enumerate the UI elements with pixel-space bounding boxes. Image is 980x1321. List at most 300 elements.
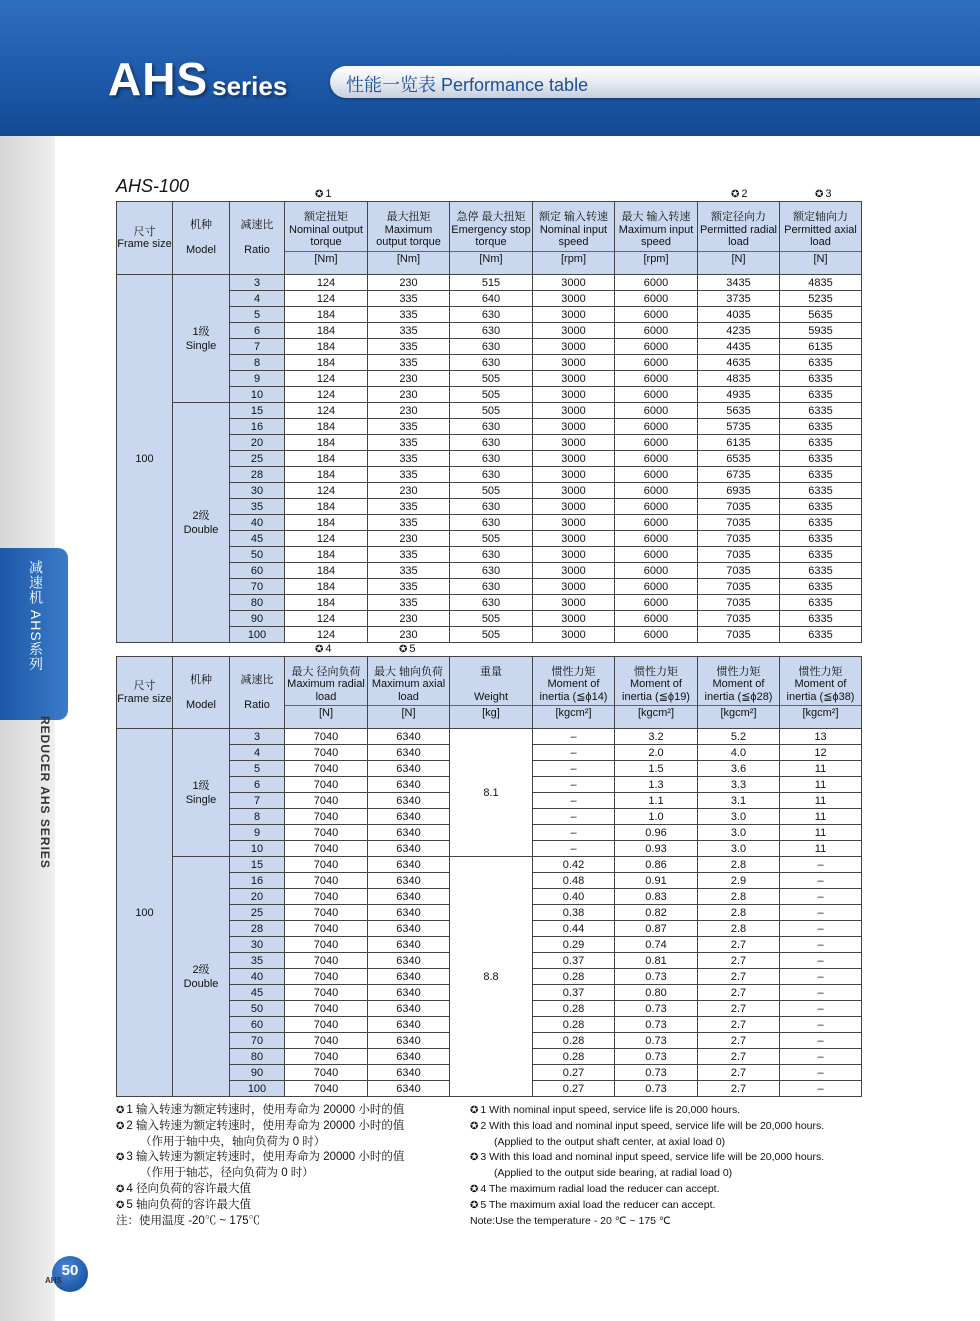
max-speed-cell: 6000 [615,355,698,371]
inertia-19-cell: 0.74 [615,937,698,953]
max-torque-cell: 335 [368,515,450,531]
note-en-4: ✪ 4 The maximum radial load the reducer can accept. [470,1182,870,1198]
inertia-28-cell: 2.7 [698,985,780,1001]
side-tab-label: 减速机 AHS系列 [28,560,44,672]
ratio-cell: 70 [230,1033,285,1049]
max-torque-cell: 335 [368,339,450,355]
inertia-38-cell: – [780,1017,862,1033]
max-torque-cell: 335 [368,499,450,515]
axial-load-cell: 4835 [780,275,862,291]
radial-load-cell: 4635 [698,355,780,371]
ratio-cell: 15 [230,857,285,873]
inertia-19-cell: 0.93 [615,841,698,857]
inertia-38-cell: – [780,905,862,921]
max-torque-cell: 230 [368,611,450,627]
radial-load-cell: 5635 [698,403,780,419]
max-radial-load-cell: 7040 [285,889,368,905]
header-max-radial-load: 最大 径向负荷 Maximum radial load [N] [285,657,368,729]
max-torque-cell: 335 [368,595,450,611]
max-torque-cell: 335 [368,579,450,595]
radial-load-cell: 6535 [698,451,780,467]
ratio-cell: 60 [230,563,285,579]
nominal-speed-cell: 3000 [533,339,615,355]
ratio-cell: 3 [230,729,285,745]
ratio-cell: 3 [230,275,285,291]
nominal-speed-cell: 3000 [533,419,615,435]
header-model: 机种 Model [173,657,230,729]
nominal-speed-cell: 3000 [533,579,615,595]
header-inertia-14: 惯性力矩 Moment of inertia (≦ϕ14) [kgcm²] [533,657,615,729]
max-torque-cell: 335 [368,547,450,563]
inertia-38-cell: – [780,1065,862,1081]
ratio-cell: 100 [230,1081,285,1097]
inertia-14-cell: 0.28 [533,969,615,985]
ratio-cell: 16 [230,873,285,889]
radial-load-cell: 6735 [698,467,780,483]
page-tag: AHS [45,1276,62,1285]
inertia-19-cell: 0.83 [615,889,698,905]
header-inertia-19: 惯性力矩 Moment of inertia (≦ϕ19) [kgcm²] [615,657,698,729]
max-speed-cell: 6000 [615,483,698,499]
max-radial-load-cell: 7040 [285,985,368,1001]
inertia-19-cell: 0.81 [615,953,698,969]
note-cn-3: ✪ 3 输入转速为额定转速时，使用寿命为 20000 小时的值 （作用于轴芯，径向负荷为 0 时） [116,1150,461,1182]
max-axial-load-cell: 6340 [368,857,450,873]
ratio-cell: 35 [230,499,285,515]
nominal-torque-cell: 184 [285,435,368,451]
header-max-axial-load: 最大 轴向负荷 Maximum axial load [N] [368,657,450,729]
header-axial-load: 额定轴向力 Permitted axial load [N] [780,202,862,275]
ratio-cell: 30 [230,937,285,953]
max-speed-cell: 6000 [615,579,698,595]
inertia-14-cell: – [533,761,615,777]
nominal-speed-cell: 3000 [533,611,615,627]
inertia-19-cell: 0.73 [615,1081,698,1097]
inertia-19-cell: 0.87 [615,921,698,937]
max-radial-load-cell: 7040 [285,857,368,873]
max-axial-load-cell: 6340 [368,825,450,841]
model-double-cell-cn: 2级 [192,963,210,976]
radial-load-cell: 7035 [698,563,780,579]
max-axial-load-cell: 6340 [368,937,450,953]
inertia-14-cell: 0.37 [533,953,615,969]
inertia-38-cell: 11 [780,793,862,809]
max-speed-cell: 6000 [615,467,698,483]
radial-load-cell: 7035 [698,531,780,547]
inertia-28-cell: 2.7 [698,1065,780,1081]
header-weight: 重量 Weight [kg] [450,657,533,729]
axial-load-cell: 6135 [780,339,862,355]
nominal-speed-cell: 3000 [533,387,615,403]
inertia-38-cell: 11 [780,809,862,825]
ratio-cell: 80 [230,595,285,611]
inertia-28-cell: 3.1 [698,793,780,809]
axial-load-cell: 5935 [780,323,862,339]
ratio-cell: 4 [230,291,285,307]
axial-load-cell: 6335 [780,595,862,611]
nominal-torque-cell: 124 [285,371,368,387]
ratio-cell: 50 [230,547,285,563]
max-axial-load-cell: 6340 [368,1065,450,1081]
max-axial-load-cell: 6340 [368,969,450,985]
notes-chinese [116,1103,461,1229]
max-torque-cell: 335 [368,323,450,339]
nominal-torque-cell: 124 [285,611,368,627]
max-torque-cell: 335 [368,563,450,579]
ratio-cell: 90 [230,1065,285,1081]
inertia-19-cell: 1.1 [615,793,698,809]
inertia-28-cell: 2.8 [698,857,780,873]
max-torque-cell: 230 [368,275,450,291]
inertia-38-cell: – [780,889,862,905]
nominal-torque-cell: 184 [285,339,368,355]
inertia-28-cell: 2.8 [698,905,780,921]
inertia-28-cell: 2.8 [698,889,780,905]
radial-load-cell: 7035 [698,499,780,515]
ratio-cell: 6 [230,323,285,339]
axial-load-cell: 6335 [780,563,862,579]
weight-single-cell: 8.1 [450,729,533,857]
inertia-28-cell: 2.9 [698,873,780,889]
inertia-38-cell: – [780,985,862,1001]
nominal-speed-cell: 3000 [533,371,615,387]
max-speed-cell: 6000 [615,627,698,643]
brand-series: series [212,71,288,101]
emergency-torque-cell: 630 [450,323,533,339]
max-radial-load-cell: 7040 [285,777,368,793]
header-max-speed: 最大 输入转速 Maximum input speed [rpm] [615,202,698,275]
max-torque-cell: 335 [368,467,450,483]
nominal-speed-cell: 3000 [533,435,615,451]
inertia-14-cell: – [533,841,615,857]
ratio-cell: 40 [230,515,285,531]
max-torque-cell: 230 [368,531,450,547]
inertia-19-cell: 1.5 [615,761,698,777]
max-speed-cell: 6000 [615,291,698,307]
max-radial-load-cell: 7040 [285,921,368,937]
max-speed-cell: 6000 [615,323,698,339]
max-speed-cell: 6000 [615,547,698,563]
nominal-speed-cell: 3000 [533,595,615,611]
axial-load-cell: 6335 [780,611,862,627]
max-torque-cell: 230 [368,483,450,499]
inertia-19-cell: 0.73 [615,1065,698,1081]
nominal-torque-cell: 184 [285,323,368,339]
header-model: 机种 Model [173,202,230,275]
max-torque-cell: 230 [368,403,450,419]
max-speed-cell: 6000 [615,611,698,627]
axial-load-cell: 6335 [780,547,862,563]
frame-size-cell: 100 [117,275,173,643]
radial-load-cell: 4235 [698,323,780,339]
max-speed-cell: 6000 [615,595,698,611]
max-radial-load-cell: 7040 [285,729,368,745]
nominal-speed-cell: 3000 [533,467,615,483]
table-row [117,857,862,873]
ratio-cell: 28 [230,921,285,937]
page-header [0,0,980,136]
inertia-19-cell: 2.0 [615,745,698,761]
inertia-14-cell: 0.29 [533,937,615,953]
footnote-marker-5: ✪ 5 [399,643,416,655]
note-cn-2: ✪ 2 输入转速为额定转速时，使用寿命为 20000 小时的值 （作用于轴中央，轴向负荷为 0 时） [116,1119,461,1151]
ratio-cell: 5 [230,761,285,777]
inertia-14-cell: – [533,809,615,825]
nominal-torque-cell: 184 [285,307,368,323]
axial-load-cell: 6335 [780,419,862,435]
nominal-speed-cell: 3000 [533,531,615,547]
nominal-speed-cell: 3000 [533,515,615,531]
max-speed-cell: 6000 [615,339,698,355]
note-en-1: ✪ 1 With nominal input speed, service life is 20,000 hours. [470,1103,870,1119]
inertia-38-cell: – [780,873,862,889]
header-frame-size: 尺寸 Frame size [117,657,173,729]
model-double-cell-cn: 2级 [192,509,210,522]
inertia-19-cell: 3.2 [615,729,698,745]
max-torque-cell: 335 [368,355,450,371]
note-en-3: ✪ 3 With this load and nominal input speed, service life will be 20,000 hours. (Applied to the output side bearing, at radial load 0) [470,1150,870,1182]
axial-load-cell: 6335 [780,499,862,515]
axial-load-cell: 6335 [780,451,862,467]
max-axial-load-cell: 6340 [368,985,450,1001]
max-speed-cell: 6000 [615,403,698,419]
radial-load-cell: 7035 [698,547,780,563]
emergency-torque-cell: 505 [450,531,533,547]
ratio-cell: 25 [230,451,285,467]
inertia-19-cell: 0.73 [615,1001,698,1017]
emergency-torque-cell: 505 [450,483,533,499]
inertia-28-cell: 3.0 [698,809,780,825]
inertia-28-cell: 2.7 [698,953,780,969]
axial-load-cell: 6335 [780,387,862,403]
nominal-speed-cell: 3000 [533,323,615,339]
ratio-cell: 10 [230,387,285,403]
ratio-cell: 15 [230,403,285,419]
ratio-cell: 8 [230,809,285,825]
inertia-38-cell: – [780,1001,862,1017]
inertia-19-cell: 0.73 [615,1033,698,1049]
emergency-torque-cell: 505 [450,387,533,403]
inertia-19-cell: 0.80 [615,985,698,1001]
max-axial-load-cell: 6340 [368,1049,450,1065]
inertia-14-cell: 0.28 [533,1049,615,1065]
table-row [117,729,862,745]
max-axial-load-cell: 6340 [368,1081,450,1097]
table-row [117,275,862,291]
emergency-torque-cell: 630 [450,579,533,595]
header-inertia-38: 惯性力矩 Moment of inertia (≦ϕ38) [kgcm²] [780,657,862,729]
max-torque-cell: 230 [368,627,450,643]
nominal-torque-cell: 184 [285,499,368,515]
radial-load-cell: 7035 [698,579,780,595]
ratio-cell: 7 [230,339,285,355]
ratio-cell: 10 [230,841,285,857]
inertia-28-cell: 2.7 [698,1049,780,1065]
inertia-38-cell: – [780,921,862,937]
nominal-torque-cell: 184 [285,563,368,579]
max-radial-load-cell: 7040 [285,841,368,857]
max-axial-load-cell: 6340 [368,1017,450,1033]
ratio-cell: 9 [230,825,285,841]
emergency-torque-cell: 630 [450,307,533,323]
performance-table-1 [116,201,862,643]
footnote-marker-4: ✪ 4 [315,643,332,655]
model-single-cell-en: Single [185,793,217,806]
header-max-torque: 最大扭矩 Maximum output torque [Nm] [368,202,450,275]
max-torque-cell: 230 [368,371,450,387]
inertia-14-cell: – [533,729,615,745]
model-single-cell-en: Single [185,339,217,352]
max-axial-load-cell: 6340 [368,1033,450,1049]
inertia-38-cell: 11 [780,825,862,841]
nominal-torque-cell: 124 [285,291,368,307]
side-series-label: REDUCER AHS SERIES [38,716,52,869]
nominal-torque-cell: 124 [285,531,368,547]
max-torque-cell: 335 [368,451,450,467]
max-axial-load-cell: 6340 [368,1001,450,1017]
inertia-28-cell: 3.0 [698,841,780,857]
ratio-cell: 60 [230,1017,285,1033]
inertia-14-cell: 0.38 [533,905,615,921]
max-torque-cell: 335 [368,307,450,323]
emergency-torque-cell: 630 [450,467,533,483]
ratio-cell: 45 [230,531,285,547]
inertia-38-cell: 11 [780,777,862,793]
inertia-38-cell: – [780,953,862,969]
radial-load-cell: 4835 [698,371,780,387]
note-en-5: ✪ 5 The maximum axial load the reducer can accept. [470,1198,870,1214]
max-axial-load-cell: 6340 [368,809,450,825]
max-axial-load-cell: 6340 [368,873,450,889]
nominal-torque-cell: 184 [285,515,368,531]
max-speed-cell: 6000 [615,435,698,451]
inertia-14-cell: – [533,793,615,809]
axial-load-cell: 6335 [780,483,862,499]
max-radial-load-cell: 7040 [285,793,368,809]
axial-load-cell: 6335 [780,467,862,483]
inertia-19-cell: 0.82 [615,905,698,921]
max-radial-load-cell: 7040 [285,825,368,841]
max-speed-cell: 6000 [615,563,698,579]
header-inertia-28: 惯性力矩 Moment of inertia (≦ϕ28) [kgcm²] [698,657,780,729]
nominal-torque-cell: 184 [285,451,368,467]
nominal-speed-cell: 3000 [533,499,615,515]
model-single-cell [173,729,230,857]
inertia-28-cell: 2.7 [698,1033,780,1049]
ratio-cell: 45 [230,985,285,1001]
max-radial-load-cell: 7040 [285,1081,368,1097]
max-torque-cell: 335 [368,291,450,307]
inertia-19-cell: 0.73 [615,969,698,985]
max-speed-cell: 6000 [615,387,698,403]
max-torque-cell: 335 [368,435,450,451]
inertia-38-cell: 12 [780,745,862,761]
inertia-14-cell: 0.40 [533,889,615,905]
weight-double-cell: 8.8 [450,857,533,1097]
max-radial-load-cell: 7040 [285,873,368,889]
max-radial-load-cell: 7040 [285,745,368,761]
nominal-speed-cell: 3000 [533,547,615,563]
max-axial-load-cell: 6340 [368,793,450,809]
note-cn-5: ✪ 5 轴向负荷的容许最大值 [116,1198,461,1214]
nominal-torque-cell: 184 [285,595,368,611]
inertia-19-cell: 1.3 [615,777,698,793]
max-axial-load-cell: 6340 [368,761,450,777]
emergency-torque-cell: 505 [450,611,533,627]
header-emergency-torque: 急停 最大扭矩 Emergency stop torque [Nm] [450,202,533,275]
page-number: 50 [52,1256,88,1292]
max-speed-cell: 6000 [615,451,698,467]
inertia-14-cell: 0.28 [533,1033,615,1049]
max-torque-cell: 230 [368,387,450,403]
inertia-14-cell: 0.42 [533,857,615,873]
emergency-torque-cell: 630 [450,515,533,531]
max-axial-load-cell: 6340 [368,953,450,969]
ratio-cell: 40 [230,969,285,985]
max-axial-load-cell: 6340 [368,921,450,937]
emergency-torque-cell: 630 [450,595,533,611]
inertia-38-cell: – [780,857,862,873]
ratio-cell: 28 [230,467,285,483]
model-double-cell-en: Double [183,977,219,990]
radial-load-cell: 7035 [698,627,780,643]
inertia-28-cell: 4.0 [698,745,780,761]
ratio-cell: 8 [230,355,285,371]
max-speed-cell: 6000 [615,515,698,531]
max-speed-cell: 6000 [615,307,698,323]
inertia-38-cell: – [780,1081,862,1097]
emergency-torque-cell: 630 [450,435,533,451]
inertia-14-cell: – [533,745,615,761]
nominal-speed-cell: 3000 [533,307,615,323]
nominal-torque-cell: 184 [285,355,368,371]
inertia-14-cell: – [533,825,615,841]
max-speed-cell: 6000 [615,499,698,515]
inertia-38-cell: – [780,1033,862,1049]
nominal-speed-cell: 3000 [533,355,615,371]
inertia-14-cell: 0.28 [533,1001,615,1017]
ratio-cell: 80 [230,1049,285,1065]
radial-load-cell: 7035 [698,595,780,611]
performance-table-2 [116,656,862,1097]
nominal-torque-cell: 184 [285,579,368,595]
max-radial-load-cell: 7040 [285,937,368,953]
note-cn-4: ✪ 4 径向负荷的容许最大值 [116,1182,461,1198]
inertia-28-cell: 3.3 [698,777,780,793]
nominal-speed-cell: 3000 [533,483,615,499]
max-radial-load-cell: 7040 [285,969,368,985]
emergency-torque-cell: 630 [450,419,533,435]
footnote-marker-2: ✪ 2 [731,188,748,200]
emergency-torque-cell: 505 [450,371,533,387]
inertia-28-cell: 2.8 [698,921,780,937]
radial-load-cell: 4435 [698,339,780,355]
frame-size-cell: 100 [117,729,173,1097]
inertia-19-cell: 0.73 [615,1049,698,1065]
emergency-torque-cell: 640 [450,291,533,307]
max-axial-load-cell: 6340 [368,777,450,793]
radial-load-cell: 7035 [698,611,780,627]
emergency-torque-cell: 505 [450,403,533,419]
radial-load-cell: 7035 [698,515,780,531]
radial-load-cell: 6135 [698,435,780,451]
nominal-speed-cell: 3000 [533,275,615,291]
section-banner [330,66,980,98]
model-single-cell-cn: 1级 [192,779,210,792]
inertia-28-cell: 2.7 [698,1081,780,1097]
header-frame-size: 尺寸 Frame size [117,202,173,275]
nominal-torque-cell: 124 [285,275,368,291]
